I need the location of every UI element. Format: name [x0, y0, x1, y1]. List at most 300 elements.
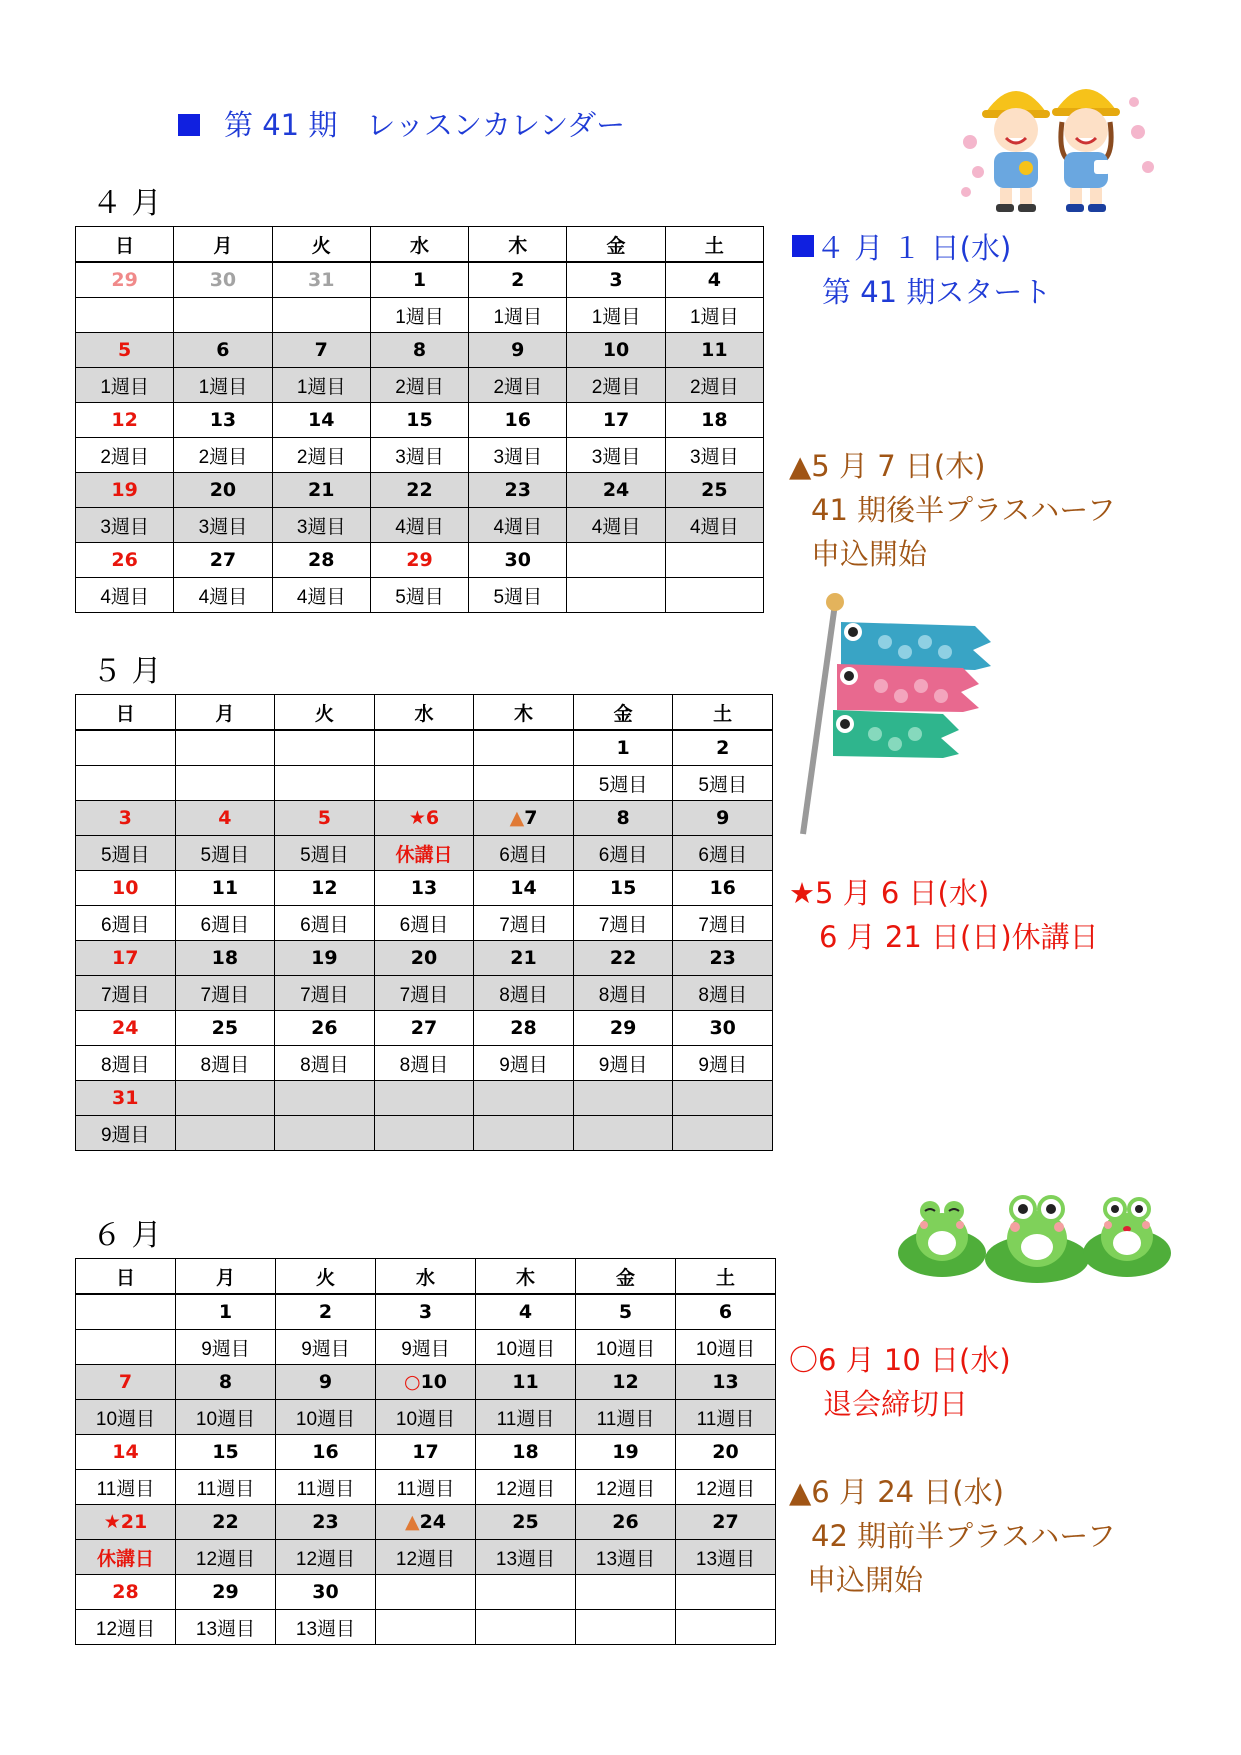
week-label: 7週目	[76, 976, 176, 1011]
date-number: 17	[602, 409, 630, 431]
week-label: 2週目	[567, 368, 665, 403]
date-number: 18	[211, 947, 239, 969]
date-number: 11	[512, 1371, 539, 1393]
note-plus-half-41-text: 41 期後半プラスハーフ	[811, 493, 1116, 527]
date-number: 13	[209, 409, 237, 431]
week-label-row	[76, 766, 773, 801]
date-number: 30	[504, 549, 531, 571]
note-plus-half-41-date: ▲5 月 7 日(木)	[789, 449, 986, 483]
date-number: 2	[511, 269, 525, 291]
date-number: 21	[307, 479, 335, 501]
date-number: 31	[307, 269, 335, 291]
date-cell	[275, 1011, 375, 1046]
week-label-row	[76, 508, 764, 543]
week-label	[567, 578, 665, 613]
week-label	[576, 1610, 676, 1645]
week-label: 5週目	[573, 766, 673, 801]
date-cell	[573, 1011, 673, 1046]
calendar-may	[75, 694, 773, 1151]
weekday-header: 火	[276, 1259, 376, 1295]
closed-label: 休講日	[76, 1540, 176, 1575]
month-label-may: ５ 月	[92, 654, 162, 689]
date-cell	[469, 543, 567, 578]
date-cell	[665, 333, 763, 368]
date-number: 29	[406, 549, 433, 571]
date-cell	[673, 730, 773, 766]
week-label: 9週目	[176, 1330, 276, 1365]
date-cell	[573, 730, 673, 766]
weekday-header: 水	[376, 1259, 476, 1295]
date-cell	[576, 1575, 676, 1610]
date-row	[76, 730, 773, 766]
note-plus-half-42-date: ▲6 月 24 日(水)	[789, 1475, 1004, 1509]
date-cell	[676, 1505, 776, 1540]
week-label: 8週目	[374, 1046, 474, 1081]
date-number: 3	[609, 269, 623, 291]
date-number: 23	[504, 479, 531, 501]
week-label: 1週目	[272, 368, 370, 403]
week-label-row	[76, 1116, 773, 1151]
date-cell	[76, 1011, 176, 1046]
week-label: 1週目	[174, 368, 272, 403]
week-label: 11週目	[676, 1400, 776, 1435]
week-label: 3週目	[76, 508, 174, 543]
date-cell	[272, 543, 370, 578]
week-label	[676, 1610, 776, 1645]
date-cell	[174, 333, 272, 368]
date-number: 10	[112, 877, 139, 899]
week-label: 11週目	[376, 1470, 476, 1505]
week-label: 7週目	[474, 906, 574, 941]
calendar-june	[75, 1258, 776, 1645]
date-cell	[176, 1505, 276, 1540]
weekday-header: 火	[272, 227, 370, 263]
week-label: 3週目	[370, 438, 468, 473]
week-label: 5週目	[175, 836, 275, 871]
date-number: 16	[312, 1441, 339, 1463]
date-number: 19	[612, 1441, 639, 1463]
date-cell	[376, 1505, 476, 1540]
calendar-april	[75, 226, 764, 613]
week-label: 9週目	[276, 1330, 376, 1365]
date-cell	[573, 871, 673, 906]
week-label: 2週目	[370, 368, 468, 403]
week-label-row	[76, 1540, 776, 1575]
week-label: 5週目	[469, 578, 567, 613]
date-cell	[376, 1365, 476, 1400]
date-number: 1	[218, 1301, 233, 1323]
date-number: 29	[212, 1581, 239, 1603]
note-closed-days	[789, 871, 1099, 959]
date-cell	[567, 473, 665, 508]
date-cell	[76, 1294, 176, 1330]
week-label: 4週目	[469, 508, 567, 543]
date-cell	[76, 333, 174, 368]
date-cell	[175, 730, 275, 766]
date-number: 30	[709, 1017, 736, 1039]
date-cell	[176, 1294, 276, 1330]
weekday-header: 金	[576, 1259, 676, 1295]
week-label: 4週目	[665, 508, 763, 543]
date-number: 25	[701, 479, 728, 501]
date-cell	[476, 1505, 576, 1540]
week-label	[275, 766, 375, 801]
frogs-illustration	[897, 1185, 1177, 1285]
date-number: 18	[701, 409, 728, 431]
date-row	[76, 473, 764, 508]
week-label: 12週目	[176, 1540, 276, 1575]
week-label: 11週目	[476, 1400, 576, 1435]
week-label: 7週目	[175, 976, 275, 1011]
week-label	[175, 766, 275, 801]
date-number: 7	[524, 807, 538, 829]
date-cell	[673, 871, 773, 906]
date-number: 26	[111, 549, 138, 571]
date-cell	[469, 473, 567, 508]
week-label: 13週目	[576, 1540, 676, 1575]
date-cell	[673, 1081, 773, 1116]
date-cell	[476, 1575, 576, 1610]
date-cell	[474, 801, 574, 836]
week-label: 12週目	[76, 1610, 176, 1645]
weekday-header: 木	[469, 227, 567, 263]
date-number: 23	[709, 947, 736, 969]
date-cell	[76, 730, 176, 766]
week-label: 3週目	[567, 438, 665, 473]
date-number: 8	[412, 339, 427, 361]
week-label-row	[76, 438, 764, 473]
week-label-row	[76, 1046, 773, 1081]
weekday-header: 水	[374, 695, 474, 731]
week-label: 5週目	[673, 766, 773, 801]
weekday-header: 土	[676, 1259, 776, 1295]
date-cell	[275, 871, 375, 906]
date-cell	[370, 543, 468, 578]
week-label: 3週目	[272, 508, 370, 543]
date-number: 11	[211, 877, 239, 899]
date-number: 15	[609, 877, 637, 899]
date-number: 27	[712, 1511, 739, 1533]
date-number: 17	[112, 947, 139, 969]
week-label: 6週目	[374, 906, 474, 941]
date-number: 26	[311, 1017, 338, 1039]
date-number: 6	[216, 339, 230, 361]
date-cell	[76, 543, 174, 578]
date-cell	[573, 1081, 673, 1116]
week-label: 11週目	[276, 1470, 376, 1505]
weekday-header: 土	[665, 227, 763, 263]
date-number: 12	[111, 409, 138, 431]
week-label: 9週目	[673, 1046, 773, 1081]
date-number: 22	[609, 947, 637, 969]
week-label	[474, 766, 574, 801]
koinobori-illustration	[795, 592, 995, 838]
week-label: 8週目	[76, 1046, 176, 1081]
date-cell	[673, 1011, 773, 1046]
date-row	[76, 1011, 773, 1046]
date-number: 4	[707, 269, 721, 291]
week-label: 13週目	[476, 1540, 576, 1575]
date-cell	[469, 333, 567, 368]
month-label-april: ４ 月	[92, 186, 162, 221]
note-term-start-date: ４ 月 １ 日(水)	[816, 231, 1012, 265]
date-cell	[469, 403, 567, 438]
date-cell	[576, 1294, 676, 1330]
week-label: 9週目	[76, 1116, 176, 1151]
note-withdraw-deadline	[789, 1338, 1011, 1426]
date-number: 2	[716, 737, 730, 759]
week-label-row	[76, 578, 764, 613]
week-label: 11週目	[576, 1400, 676, 1435]
week-label-row	[76, 976, 773, 1011]
date-number: 21	[510, 947, 537, 969]
closed-label: 休講日	[374, 836, 474, 871]
date-number: 23	[312, 1511, 339, 1533]
weekday-header: 日	[76, 1259, 176, 1295]
date-number: 15	[212, 1441, 239, 1463]
date-cell	[676, 1294, 776, 1330]
week-label: 3週目	[469, 438, 567, 473]
date-number: 15	[406, 409, 433, 431]
week-label	[275, 1116, 375, 1151]
week-label: 10週目	[376, 1400, 476, 1435]
week-label-row	[76, 1400, 776, 1435]
date-row	[76, 1435, 776, 1470]
date-number: 3	[118, 807, 132, 829]
date-cell	[174, 473, 272, 508]
note-withdraw-text: 退会締切日	[823, 1387, 969, 1421]
week-label: 10週目	[276, 1400, 376, 1435]
date-cell	[376, 1575, 476, 1610]
week-label: 13週目	[676, 1540, 776, 1575]
date-number: 14	[112, 1441, 139, 1463]
week-label: 12週目	[676, 1470, 776, 1505]
date-number: 20	[209, 479, 237, 501]
date-number: 4	[518, 1301, 533, 1323]
date-number: 12	[612, 1371, 639, 1393]
note-closed-days-text: 6 月 21 日(日)休講日	[819, 920, 1099, 954]
date-number: 22	[406, 479, 433, 501]
date-number: 16	[709, 877, 736, 899]
date-number: 28	[510, 1017, 537, 1039]
weekday-header: 金	[567, 227, 665, 263]
date-cell	[374, 730, 474, 766]
week-label: 4週目	[174, 578, 272, 613]
triangle-icon: ▲	[404, 1511, 420, 1533]
date-number: 30	[209, 269, 237, 291]
week-label-row	[76, 1330, 776, 1365]
date-number: 11	[701, 339, 728, 361]
date-number: 10	[602, 339, 630, 361]
week-label: 8週目	[175, 1046, 275, 1081]
date-row	[76, 941, 773, 976]
week-label: 1週目	[76, 368, 174, 403]
week-label	[76, 1330, 176, 1365]
date-number: 27	[410, 1017, 438, 1039]
week-label: 4週目	[76, 578, 174, 613]
date-number: 26	[612, 1511, 639, 1533]
week-label: 8週目	[573, 976, 673, 1011]
date-number: 29	[609, 1017, 637, 1039]
date-number: 24	[602, 479, 630, 501]
date-cell	[376, 1294, 476, 1330]
date-cell	[76, 1365, 176, 1400]
week-label: 6週目	[175, 906, 275, 941]
date-cell	[673, 941, 773, 976]
week-label: 8週目	[275, 1046, 375, 1081]
week-label: 1週目	[370, 298, 468, 333]
date-cell	[567, 403, 665, 438]
date-number: 14	[510, 877, 537, 899]
date-number: 5	[317, 807, 332, 829]
date-cell	[76, 1435, 176, 1470]
note-plus-half-42-text2: 申込開始	[807, 1563, 924, 1597]
date-cell	[374, 1081, 474, 1116]
date-cell	[176, 1575, 276, 1610]
date-cell	[76, 1081, 176, 1116]
date-cell	[176, 1365, 276, 1400]
date-cell	[175, 801, 275, 836]
date-cell	[76, 1505, 176, 1540]
week-label: 7週目	[275, 976, 375, 1011]
date-number: 19	[111, 479, 138, 501]
week-label	[476, 1610, 576, 1645]
date-cell	[174, 262, 272, 298]
week-label: 7週目	[673, 906, 773, 941]
date-cell	[370, 262, 468, 298]
date-row	[76, 1365, 776, 1400]
week-label: 8週目	[474, 976, 574, 1011]
week-label: 6週目	[474, 836, 574, 871]
week-label: 11週目	[176, 1470, 276, 1505]
date-row	[76, 801, 773, 836]
date-cell	[576, 1435, 676, 1470]
weekday-header-row	[76, 227, 764, 263]
date-cell	[175, 941, 275, 976]
triangle-icon: ▲	[509, 807, 525, 829]
week-label: 11週目	[76, 1470, 176, 1505]
week-label: 12週目	[376, 1540, 476, 1575]
date-cell	[567, 262, 665, 298]
date-number: 24	[419, 1511, 447, 1533]
date-row	[76, 871, 773, 906]
date-cell	[76, 262, 174, 298]
week-label: 6週目	[573, 836, 673, 871]
note-closed-days-date: ★5 月 6 日(水)	[789, 876, 990, 910]
date-number: 30	[312, 1581, 339, 1603]
weekday-header: 日	[76, 227, 174, 263]
date-row	[76, 1294, 776, 1330]
date-cell	[665, 473, 763, 508]
date-cell	[370, 333, 468, 368]
date-cell	[469, 262, 567, 298]
date-number: 6	[718, 1301, 733, 1323]
date-cell	[676, 1435, 776, 1470]
week-label-row	[76, 368, 764, 403]
date-cell	[276, 1575, 376, 1610]
date-cell	[376, 1435, 476, 1470]
week-label: 4週目	[370, 508, 468, 543]
week-label: 3週目	[174, 508, 272, 543]
date-number: 9	[716, 807, 730, 829]
date-number: 3	[418, 1301, 433, 1323]
week-label	[175, 1116, 275, 1151]
date-cell	[474, 1011, 574, 1046]
date-cell	[175, 1081, 275, 1116]
date-row	[76, 1575, 776, 1610]
week-label: 10週目	[76, 1400, 176, 1435]
week-label: 6週目	[673, 836, 773, 871]
date-number: 25	[512, 1511, 539, 1533]
week-label: 12週目	[276, 1540, 376, 1575]
date-cell	[573, 941, 673, 976]
date-cell	[474, 941, 574, 976]
date-row	[76, 262, 764, 298]
date-cell	[175, 1011, 275, 1046]
date-cell	[174, 543, 272, 578]
weekday-header-row	[76, 1259, 776, 1295]
week-label: 5週目	[76, 836, 176, 871]
date-number: 28	[112, 1581, 139, 1603]
date-cell	[76, 1575, 176, 1610]
date-cell	[272, 333, 370, 368]
date-number: 4	[218, 807, 232, 829]
date-cell	[276, 1505, 376, 1540]
note-withdraw-date: 〇6 月 10 日(水)	[789, 1343, 1011, 1377]
date-cell	[474, 1081, 574, 1116]
date-cell	[476, 1435, 576, 1470]
date-number: 25	[211, 1017, 239, 1039]
date-row	[76, 1505, 776, 1540]
date-cell	[76, 473, 174, 508]
date-number: 29	[111, 269, 138, 291]
week-label: 1週目	[567, 298, 665, 333]
week-label: 1週目	[469, 298, 567, 333]
date-row	[76, 403, 764, 438]
date-cell	[676, 1575, 776, 1610]
week-label: 10週目	[176, 1400, 276, 1435]
week-label: 4週目	[272, 578, 370, 613]
month-label-june: ６ 月	[92, 1218, 162, 1253]
date-cell	[374, 871, 474, 906]
date-cell	[275, 730, 375, 766]
week-label-row	[76, 298, 764, 333]
date-number: 1	[616, 737, 630, 759]
week-label: 7週目	[374, 976, 474, 1011]
week-label: 13週目	[176, 1610, 276, 1645]
note-plus-half-42	[789, 1470, 1116, 1602]
date-number: 5	[118, 339, 132, 361]
week-label	[573, 1116, 673, 1151]
date-cell	[476, 1294, 576, 1330]
date-cell	[370, 403, 468, 438]
weekday-header: 木	[476, 1259, 576, 1295]
date-cell	[474, 730, 574, 766]
weekday-header: 木	[474, 695, 574, 731]
date-cell	[476, 1365, 576, 1400]
date-number: 2	[318, 1301, 333, 1323]
date-cell	[174, 403, 272, 438]
date-cell	[176, 1435, 276, 1470]
weekday-header: 日	[76, 695, 176, 731]
date-cell	[576, 1505, 676, 1540]
weekday-header: 土	[673, 695, 773, 731]
date-number: 20	[410, 947, 438, 969]
date-number: 7	[118, 1371, 133, 1393]
week-label: 2週目	[272, 438, 370, 473]
weekday-header: 月	[175, 695, 275, 731]
week-label: 4週目	[567, 508, 665, 543]
